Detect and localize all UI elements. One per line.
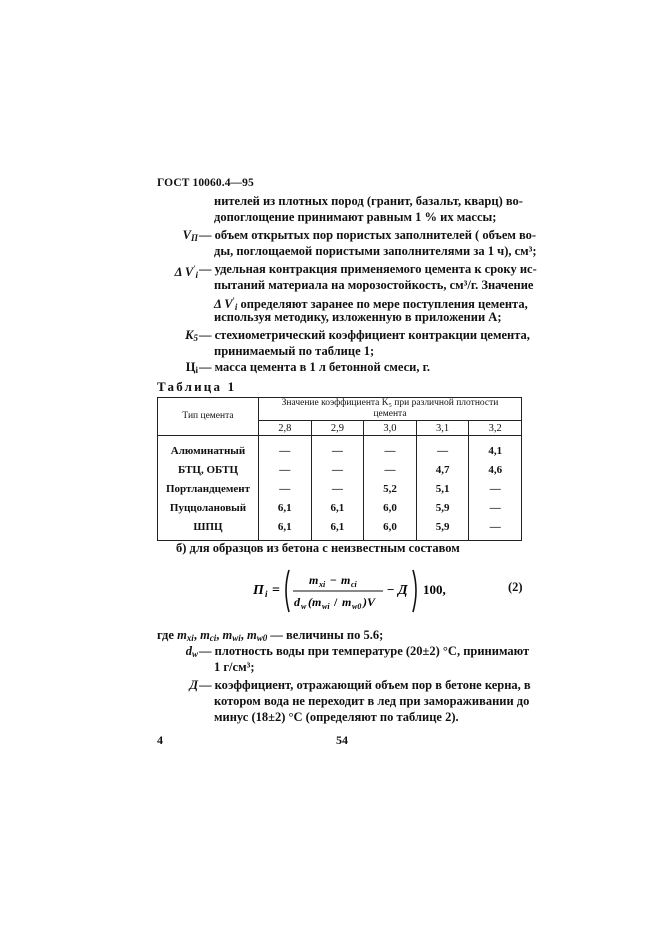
formula-num-m2: m <box>341 573 351 587</box>
formula-minus2: − <box>387 582 395 597</box>
def-dw-line-2: 1 г/см³; <box>214 660 255 674</box>
def-k5-line-1: — стехиометрический коэффициент контракции цемента, <box>199 328 530 342</box>
formula-den-m2: m <box>342 595 352 609</box>
def-vp-line-1: — объем открытых пор пористых заполнителей ( объем во- <box>199 228 537 242</box>
def-dv-line-3: Δ $V'_i$ определяют заранее по мере поступления цемента, <box>214 296 528 312</box>
cement-type-cell: Пуццолановый <box>158 498 259 517</box>
formula-den-m2-sub: w0 <box>352 602 362 611</box>
page-number-left: 4 <box>157 733 163 747</box>
def-dw-line-1: — плотность воды при температуре (20±2) °С, принимают <box>199 644 530 658</box>
formula-tail: 100, <box>423 582 446 597</box>
formula-den-end: )V <box>363 595 375 609</box>
density-header-2: 2,9 <box>311 421 364 436</box>
equation-number: (2) <box>508 580 523 594</box>
formula-graphic <box>253 566 453 616</box>
k5-value-cell: 5,1 <box>416 479 469 498</box>
cement-type-cell: Алюминатный <box>158 436 259 461</box>
k5-value-cell: 6,1 <box>259 498 312 517</box>
section-b-intro: б) для образцов из бетона с неизвестным составом <box>176 541 460 555</box>
formula-lhs-sub: i <box>265 589 268 599</box>
symbol-vp: $V_П$ <box>182 228 198 243</box>
k5-value-cell: — <box>364 460 417 479</box>
def-k5-line-2: принимаемый по таблице 1; <box>214 344 375 358</box>
formula-den-d: d <box>294 595 300 609</box>
def-vp-line-2: ды, поглощаемой пористыми заполнителями за 1 ч), см³; <box>214 244 537 258</box>
where-line: где $m_{xi}$, $m_{ci}$, $m_{wi}$, $m_{w0}$ — величины по 5.6; <box>157 628 384 643</box>
def-dv-line-2: пытаний материала на морозостойкость, см³/г. Значение <box>214 278 534 292</box>
symbol-k5: $K_5$ <box>185 328 198 343</box>
formula-num-m1: m <box>309 573 319 587</box>
k5-value-cell: — <box>311 460 364 479</box>
right-paren <box>413 570 416 612</box>
table-row <box>158 517 522 541</box>
def-d-line-1: — коэффициент, отражающий объем пор в бетоне керна, в <box>199 678 531 692</box>
k5-value-cell: 6,0 <box>364 517 417 541</box>
k5-value-cell: — <box>364 436 417 461</box>
cement-type-cell: ШПЦ <box>158 517 259 541</box>
k5-value-cell: 6,0 <box>364 498 417 517</box>
formula-2 <box>253 566 453 616</box>
def-d-line-2: котором вода не переходит в лед при замораживании до <box>214 694 530 708</box>
k5-value-cell: — <box>469 498 522 517</box>
col-header-type: Тип цемента <box>158 398 259 436</box>
formula-num-minus: − <box>330 573 337 587</box>
formula-num-sub2: ci <box>351 580 357 589</box>
formula-num-sub1: xi <box>319 580 326 589</box>
density-header-4: 3,1 <box>416 421 469 436</box>
density-header-3: 3,0 <box>364 421 417 436</box>
k5-value-cell: 4,6 <box>469 460 522 479</box>
def-ci-line-1: — масса цемента в 1 л бетонной смеси, г. <box>199 360 430 374</box>
def-dv-line-1: — удельная контракция применяемого цемента к сроку ис- <box>199 262 537 276</box>
cement-type-cell: Портландцемент <box>158 479 259 498</box>
formula-den-m1-sub: wi <box>322 602 330 611</box>
density-header-1: 2,8 <box>259 421 312 436</box>
symbol-d: Д <box>189 678 198 692</box>
density-header-5: 3,2 <box>469 421 522 436</box>
cement-type-cell: БТЦ, ОБТЦ <box>158 460 259 479</box>
def-dv-line-4: используя методику, изложенную в приложении А; <box>214 310 502 324</box>
k5-value-cell: — <box>469 479 522 498</box>
formula-d: Д <box>398 583 408 598</box>
formula-den-d-sub: w <box>301 602 307 611</box>
table-row <box>158 436 522 461</box>
def-continuation-line-1: нителей из плотных пород (гранит, базальт, кварц) во- <box>214 194 523 208</box>
symbol-dw: $d_w$ <box>185 644 198 659</box>
k5-value-cell: — <box>259 436 312 461</box>
k5-value-cell: 5,9 <box>416 517 469 541</box>
symbol-delta-v: Δ $V'_i$ <box>174 264 198 280</box>
left-paren <box>286 570 289 612</box>
def-continuation-line-2: допоглощение принимают равным 1 % их массы; <box>214 210 497 224</box>
k5-table <box>157 397 522 541</box>
k5-value-cell: — <box>469 517 522 541</box>
symbol-ci: $Ц_i$ <box>185 360 198 375</box>
page-number-center: 54 <box>336 733 348 747</box>
k5-value-cell: 4,1 <box>469 436 522 461</box>
k5-value-cell: 6,1 <box>311 517 364 541</box>
k5-value-cell: 5,9 <box>416 498 469 517</box>
table-row <box>158 479 522 498</box>
col-header-group: Значение коэффициента K₅ при различной плотности цемента <box>259 398 522 421</box>
k5-value-cell: 6,1 <box>311 498 364 517</box>
def-d-line-3: минус (18±2) °С (определяют по таблице 2). <box>214 710 459 724</box>
k5-value-cell: 5,2 <box>364 479 417 498</box>
formula-den-slash: / <box>334 595 338 609</box>
table-body <box>158 436 522 541</box>
k5-value-cell: — <box>416 436 469 461</box>
formula-den-m1: (m <box>308 595 322 609</box>
table-caption: Таблица 1 <box>157 379 237 394</box>
k5-value-cell: 4,7 <box>416 460 469 479</box>
document-code: ГОСТ 10060.4—95 <box>157 177 254 189</box>
k5-value-cell: — <box>311 479 364 498</box>
k5-value-cell: — <box>259 479 312 498</box>
formula-lhs: П <box>253 583 264 598</box>
formula-eq: = <box>272 583 280 598</box>
table-row <box>158 460 522 479</box>
table-row <box>158 498 522 517</box>
k5-value-cell: — <box>311 436 364 461</box>
k5-value-cell: 6,1 <box>259 517 312 541</box>
k5-value-cell: — <box>259 460 312 479</box>
